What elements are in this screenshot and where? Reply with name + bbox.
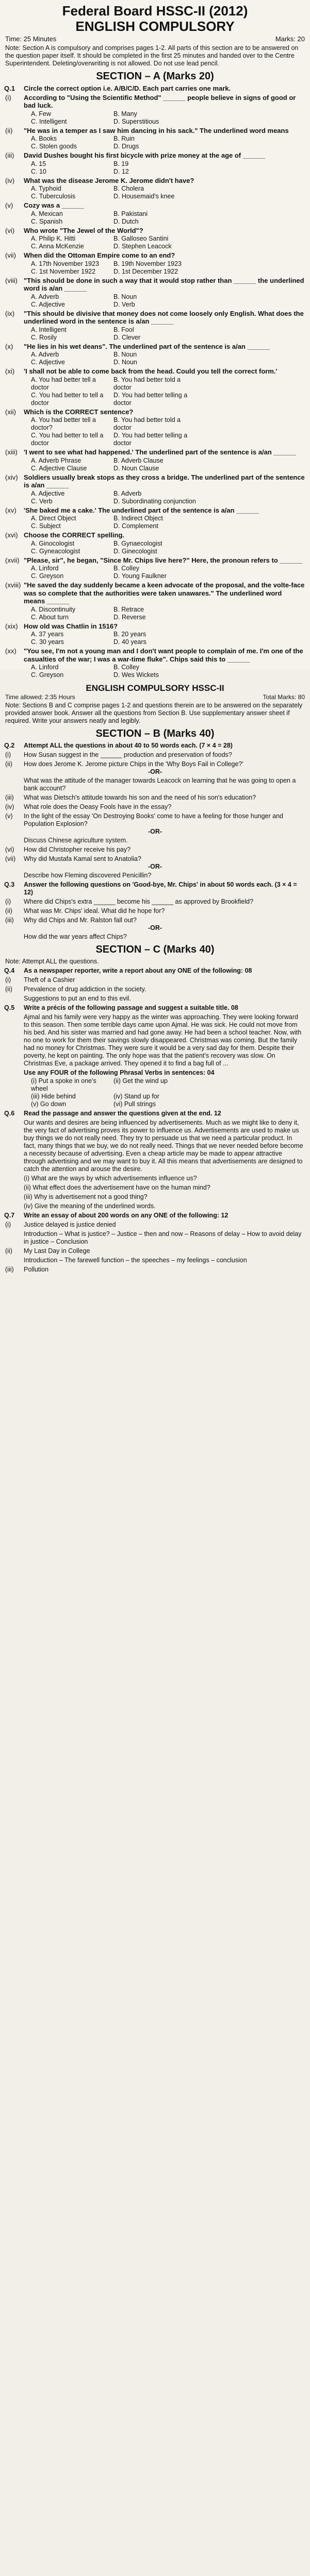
- phrasal-verb: (vi) Pull strings: [113, 1100, 156, 1108]
- option: B. 20 years: [113, 631, 146, 638]
- option: C. 10: [31, 167, 46, 175]
- q5-number: Q.5: [4, 1004, 15, 1011]
- q1-item-options: [0, 606, 310, 621]
- option: A. Direct Object: [31, 515, 76, 522]
- section-b-title: SECTION – B (Marks 40): [95, 728, 215, 739]
- q3-marks: (3 × 4 = 12): [24, 881, 297, 896]
- q3-items: [0, 898, 310, 941]
- q1-item-text: When did the Ottoman Empire come to an end?: [24, 251, 175, 259]
- q1-item-text: "This should be divisive that money does not come loosely only English. What does the underlined word in the sentence is a/an ______: [24, 309, 304, 325]
- q1-item-number: (vi): [5, 226, 15, 234]
- phrasal-marks: 04: [207, 1069, 215, 1076]
- q6-question: (ii) What effect does the advertisement have on the human mind?: [24, 1184, 210, 1191]
- section-a-title: SECTION – A (Marks 20): [96, 71, 214, 82]
- option: D. Drugs: [113, 143, 139, 150]
- q2-item: [0, 855, 310, 863]
- q1-item: [0, 227, 310, 235]
- q7-instruction: [0, 1212, 310, 1219]
- option: D. Wes Wickets: [113, 671, 159, 679]
- option: B. Cholera: [113, 185, 144, 192]
- option: A. Discontinuity: [31, 605, 76, 613]
- option: C. Greyson: [31, 572, 64, 580]
- q1-item-options: [0, 664, 310, 679]
- q1-item: [0, 251, 310, 260]
- option: A. Linford: [31, 565, 59, 572]
- q6-marks: 12: [214, 1110, 221, 1117]
- section-b-heading: ENGLISH COMPULSORY HSSC-II: [86, 683, 224, 693]
- phrasal-verb: (i) Put a spoke in one's wheel: [31, 1077, 96, 1092]
- q6-question: (iv) Give the meaning of the underlined words.: [24, 1202, 156, 1210]
- q1-item-number: (i): [5, 93, 11, 101]
- option: C. Subject: [31, 522, 61, 530]
- q7-item: [0, 1221, 310, 1229]
- option: C. Stolen goods: [31, 143, 77, 150]
- q3-item-number: (i): [5, 898, 11, 905]
- q3-text: Answer the following questions on 'Good-bye, Mr. Chips' in about 50 words each.: [24, 881, 273, 888]
- q3-number: Q.3: [4, 881, 15, 888]
- option: C. 30 years: [31, 638, 64, 646]
- q1-item: [0, 127, 310, 135]
- q7-item-number: (ii): [5, 1247, 12, 1255]
- option: B. 19: [113, 160, 129, 167]
- option: D. Housemaid's knee: [113, 193, 175, 200]
- paper-title: Federal Board HSSC-II (2012): [62, 3, 248, 19]
- q1-item-options: [0, 457, 310, 472]
- option: C. Anna McKenzie: [31, 243, 84, 250]
- q7-item-number: (i): [5, 1221, 11, 1228]
- q1-item-options: [0, 515, 310, 530]
- option: B. Gynaecologist: [113, 539, 162, 547]
- q1-item-text: How old was Chatlin in 1516?: [24, 622, 118, 630]
- q1-item-options: [0, 160, 310, 176]
- q4-item: [0, 976, 310, 984]
- option: B. Retrace: [113, 605, 144, 613]
- phrasal-verb: (iii) Hide behind: [31, 1093, 76, 1100]
- option: C. Adjective Clause: [31, 464, 87, 472]
- b-time-marks-row: [5, 693, 305, 701]
- or-separator: -OR-: [148, 924, 162, 931]
- time-label: Time: 25 Minutes: [5, 35, 57, 43]
- option: B. 19th November 1923: [113, 260, 182, 267]
- q1-item-options: [0, 376, 310, 407]
- option: C. Intelligent: [31, 117, 67, 125]
- q7-items: [0, 1221, 310, 1274]
- q3-item-text: Where did Chips's extra ______ become his ______ as approved by Brookfield?: [24, 898, 254, 905]
- phrasal-text: Use any FOUR of the following Phrasal Verbs in sentences:: [24, 1069, 206, 1076]
- option: C. You had better to tell a doctor: [31, 391, 104, 406]
- b-note: Note: Sections B and C comprise pages 1-2 and questions therein are to be answered on the separately provided answer book. Answer all the questions from Section B. Use supplementary answer sheet if required. Write your answers neatly and legibly.: [5, 702, 303, 724]
- q4-item: [0, 986, 310, 993]
- q2-item-text: Why did Mustafa Kamal sent to Anatolia?: [24, 855, 141, 862]
- q1-item-options: [0, 293, 310, 309]
- q7-number: Q.7: [4, 1212, 15, 1219]
- q1-item: [0, 506, 310, 515]
- q1-item-text: Which is the CORRECT sentence?: [24, 408, 134, 416]
- option: D. Dutch: [113, 217, 139, 225]
- q4-instruction: [0, 967, 310, 975]
- q2-item: [0, 760, 310, 768]
- q1-item-text: 'I shall not be able to come back from the head. Could you tell the correct form.': [24, 367, 278, 375]
- option: A. Adverb: [31, 351, 59, 358]
- marks-label: Marks: 20: [275, 35, 305, 43]
- q7-item-text: Justice delayed is justice denied: [24, 1221, 116, 1228]
- q2-item-text: What was the attitude of the manager towards Leacock on learning that he was going to open a bank account?: [24, 777, 296, 792]
- q1-item-options: [0, 565, 310, 580]
- q3-item: [0, 898, 310, 906]
- q1-item-number: (iii): [5, 151, 14, 159]
- q1-item-number: (xvi): [5, 531, 18, 539]
- q2-item: [0, 812, 310, 828]
- option: C. Adjective: [31, 300, 66, 308]
- q1-item-text: Soldiers usually break stops as they cross a bridge. The underlined part of the sentence is a/an ______: [24, 473, 305, 489]
- q1-item: [0, 448, 310, 456]
- q6-number: Q.6: [4, 1110, 15, 1117]
- phrasal-verb: (ii) Get the wind up: [113, 1077, 168, 1084]
- q4-item-number: (i): [5, 976, 11, 984]
- option: D. Complement: [113, 522, 158, 530]
- q7-item: [0, 1257, 310, 1264]
- q1-instruction: [0, 84, 310, 93]
- option: C. Adjective: [31, 359, 66, 366]
- q4-marks: 08: [244, 967, 252, 974]
- q1-item: [0, 647, 310, 663]
- c-note: Note: Attempt ALL the questions.: [5, 958, 99, 965]
- q6-questions: [0, 1175, 310, 1210]
- q1-item-text: What was the disease Jerome K. Jerome didn't have?: [24, 176, 194, 184]
- option: B. Adverb Clause: [113, 456, 164, 464]
- option: C. Gyneacologist: [31, 547, 80, 555]
- paper-subject: ENGLISH COMPULSORY: [75, 19, 235, 34]
- q1-items: [0, 94, 310, 680]
- q2-items: [0, 751, 310, 879]
- option: B. Ruin: [113, 135, 135, 142]
- q1-item-number: (vii): [5, 251, 16, 259]
- q3-item-number: (ii): [5, 907, 12, 914]
- q2-item-number: (iii): [5, 794, 14, 801]
- q1-item-number: (xi): [5, 367, 15, 375]
- q3-item-text: Why did Chips and Mr. Ralston fall out?: [24, 917, 137, 924]
- q1-item-options: [0, 135, 310, 150]
- q1-item-options: [0, 210, 310, 226]
- q1-item-number: (xiv): [5, 473, 18, 481]
- q1-item-options: [0, 110, 310, 126]
- b-time: Time allowed: 2:35 Hours: [5, 693, 75, 701]
- q7-text: Write an essay of about 200 words on any ONE of the following:: [24, 1212, 219, 1219]
- q6-text: Read the passage and answer the questions given at the end.: [24, 1110, 213, 1117]
- q4-item: [0, 995, 310, 1003]
- q1-item: [0, 367, 310, 376]
- q1-item-options: [0, 540, 310, 555]
- q2-item-text: Describe how Fleming discovered Penicillin?: [24, 872, 152, 879]
- option: C. Greyson: [31, 671, 64, 679]
- q1-item: [0, 343, 310, 351]
- q1-item-options: [0, 416, 310, 447]
- q3-item-number: (iii): [5, 917, 14, 924]
- q3-item: [0, 917, 310, 924]
- q2-text: Attempt ALL the questions in about 40 to 50 words each.: [24, 742, 198, 749]
- q1-item-number: (iv): [5, 176, 15, 184]
- q3-item: [0, 933, 310, 941]
- option: A. Books: [31, 135, 57, 142]
- option: A. Adjective: [31, 489, 65, 497]
- option: C. You had better to tell a doctor: [31, 432, 104, 447]
- q4-item-number: (ii): [5, 986, 12, 993]
- option: D. You had better telling a doctor: [113, 391, 188, 406]
- option: B. Colley: [113, 565, 140, 572]
- option: B. Fool: [113, 326, 134, 333]
- time-marks-row: [5, 35, 305, 43]
- option: D. 12: [113, 167, 129, 175]
- option: C. Tuberculosis: [31, 193, 76, 200]
- q1-item-text: "He was in a temper as I saw him dancing in his sack." The underlined word means: [24, 126, 289, 134]
- q7-item: [0, 1247, 310, 1255]
- q2-item-number: (vi): [5, 846, 14, 853]
- q7-item-text: Introduction – What is justice? – Justice – then and now – Reasons of delay – How to avoid delay in justice – Conclusion: [24, 1230, 302, 1245]
- q2-item-text: What role does the Oeasy Fools have in the essay?: [24, 803, 172, 810]
- option: C. Rosily: [31, 333, 57, 341]
- option: A. You had better tell a doctor: [31, 376, 96, 391]
- q2-item-text: What was Dietsch's attitude towards his son and the need of his son's education?: [24, 794, 256, 801]
- q1-item-number: (v): [5, 201, 13, 209]
- q2-item-text: How Susan suggest in the ______ production and preservation of foods?: [24, 751, 232, 758]
- q3-item: [0, 907, 310, 915]
- option: C. Spanish: [31, 217, 63, 225]
- note-text: Note: Section A is compulsory and comprises pages 1-2. All parts of this section are to be answered on the question paper itself. It should be completed in the first 25 minutes and handed over to the Centre Superintendent. Deleting/overwriting is not allowed. Do not use lead pencil.: [5, 44, 299, 67]
- b-marks: Total Marks: 80: [263, 693, 305, 701]
- q5-passage: Ajmal and his family were very happy as the winter was approaching. They were looking forward to this season. Then some terrible days came upon Ajmal. He was sick. He could not move from his bed. And his sister was married and had gone away. He had been a school teacher. Now, with no one to work for them their savings slowly disappeared. Christmas was coming. But the family had no money for Christmas. They were sure it would be a very sad day for them. Despite their poverty, he kept on painting. The only hope was that the patient's recovery was slow. On Christmas Eve, a package arrived. They opened it to find a bag full of ...: [24, 1013, 302, 1067]
- exam-paper: [0, 0, 310, 1273]
- q1-item-options: [0, 490, 310, 505]
- q1-item-number: (xix): [5, 622, 18, 630]
- q7-item-number: (iii): [5, 1266, 14, 1273]
- option: A. Linford: [31, 664, 59, 671]
- option: A. Mexican: [31, 210, 63, 217]
- q1-item-options: [0, 326, 310, 342]
- q2-marks: (7 × 4 = 28): [199, 742, 233, 749]
- q1-item: [0, 310, 310, 326]
- option: D. Clever: [113, 333, 141, 341]
- q1-item-number: (xx): [5, 647, 17, 655]
- option: A. Intelligent: [31, 326, 67, 333]
- q7-marks: 12: [221, 1212, 229, 1219]
- q1-item-options: [0, 235, 310, 250]
- q3-instruction: [0, 881, 310, 896]
- q1-item-number: (x): [5, 342, 13, 350]
- q2-instruction: [0, 742, 310, 750]
- q2-item: [0, 846, 310, 854]
- q2-item-number: (ii): [5, 760, 12, 768]
- q5-marks: 08: [231, 1004, 238, 1011]
- q4-number: Q.4: [4, 967, 15, 974]
- q5-instruction: [0, 1004, 310, 1012]
- q1-text: Circle the correct option i.e. A/B/C/D. Each part carries one mark.: [24, 84, 231, 92]
- q1-item-text: 'She baked me a cake.' The underlined part of the sentence is a/an ______: [24, 506, 259, 514]
- q1-item-number: (ix): [5, 309, 15, 317]
- option: D. Subordinating conjunction: [113, 497, 196, 505]
- q2-item-text: In the light of the essay 'On Destroying Books' come to have a feeling for those hunger and Population Explosion?: [24, 812, 283, 827]
- option: B. You had better told a doctor: [113, 376, 181, 391]
- q4-item-text: Prevalence of drug addiction in the society.: [24, 986, 146, 993]
- option: B. Noun: [113, 293, 137, 300]
- q2-item-text: How did Christopher receive his pay?: [24, 846, 131, 853]
- q1-item-number: (viii): [5, 276, 18, 284]
- q1-item: [0, 473, 310, 489]
- option: B. Colley: [113, 664, 140, 671]
- option: D. 1st December 1922: [113, 267, 178, 275]
- q7-item-text: Introduction – The farewell function – the speeches – my feelings – conclusion: [24, 1257, 247, 1264]
- q4-text: As a newspaper reporter, write a report about any ONE of the following:: [24, 967, 243, 974]
- q1-item-options: [0, 185, 310, 200]
- q7-item: [0, 1230, 310, 1246]
- q1-item-text: 'I went to see what had happened.' The underlined part of the sentence is a/an ______: [24, 448, 296, 456]
- q7-item-text: Pollution: [24, 1266, 48, 1273]
- q1-item: [0, 556, 310, 565]
- q1-item-text: According to "Using the Scientific Method" ______ people believe in signs of good or bad luck.: [24, 93, 296, 109]
- q2-item-number: (i): [5, 751, 11, 758]
- q1-item-text: "This should be done in such a way that it would stop rather than ______ the underlined word is a/an ______: [24, 276, 304, 292]
- option: A. Philip K. Hitti: [31, 235, 76, 242]
- q2-item: [0, 751, 310, 759]
- option: B. Indirect Object: [113, 515, 163, 522]
- q1-item-number: (xviii): [5, 581, 21, 589]
- option: D. You had better telling a doctor: [113, 432, 188, 447]
- option: D. Verb: [113, 300, 135, 308]
- q1-item-number: (xiii): [5, 448, 18, 456]
- q1-item: [0, 531, 310, 539]
- q2-item-text: How does Jerome K. Jerome picture Chips in the 'Why Boys Fail in College?': [24, 760, 243, 768]
- q1-item-options: [0, 631, 310, 646]
- option: A. 15: [31, 160, 46, 167]
- q1-item-text: "He lies in his wet deans". The underlined part of the sentence is a/an ______: [24, 342, 270, 350]
- option: B. Many: [113, 110, 137, 117]
- q2-number: Q.2: [4, 742, 15, 749]
- paper-header: [0, 3, 310, 34]
- q1-item: [0, 94, 310, 110]
- q4-items: [0, 976, 310, 1003]
- option: D. Reverse: [113, 613, 146, 621]
- q1-item: [0, 581, 310, 605]
- option: D. Noun: [113, 359, 137, 366]
- option: B. You had better told a doctor: [113, 416, 181, 431]
- q1-number: Q.1: [4, 84, 15, 92]
- q1-item-text: "You see, I'm not a young man and I don't want people to complain of me. I'm one of the casualties of the war; I was a war-time fluke". Chips said this to ______: [24, 647, 303, 663]
- option: C. 1st November 1922: [31, 267, 96, 275]
- section-c-title: SECTION – C (Marks 40): [95, 944, 215, 955]
- q4-item-text: Suggestions to put an end to this evil.: [24, 995, 131, 1002]
- q1-item-text: "He saved the day suddenly became a keen advocate of the proposal, and the volte-face was so complete that the authorities were taken unawares." The underlined word means ______: [24, 581, 305, 605]
- q4-item-text: Theft of a Cashier: [24, 976, 75, 984]
- q1-item-text: "Please, sir", he began, "Since Mr. Chips live here?" Here, the pronoun refers to ______: [24, 556, 302, 564]
- q3-item-text: How did the war years affect Chips?: [24, 933, 127, 940]
- phrasal-verb: (iv) Stand up for: [113, 1093, 159, 1100]
- q2-item-number: (vii): [5, 855, 16, 862]
- q7-item-text: My Last Day in College: [24, 1247, 90, 1255]
- q1-item: [0, 408, 310, 416]
- option: B. Adverb: [113, 489, 142, 497]
- q2-item: [0, 872, 310, 879]
- option: D. 40 years: [113, 638, 146, 646]
- q1-item-number: (xii): [5, 408, 16, 416]
- q7-item: [0, 1266, 310, 1274]
- q5-text: Write a précis of the following passage and suggest a suitable title.: [24, 1004, 230, 1011]
- phrasal-list: [0, 1077, 310, 1108]
- option: A. Few: [31, 110, 51, 117]
- option: A. 37 years: [31, 631, 64, 638]
- q2-item: [0, 794, 310, 802]
- q1-item: [0, 277, 310, 293]
- q1-item: [0, 177, 310, 185]
- q6-instruction: [0, 1110, 310, 1117]
- q1-item-number: (xvii): [5, 556, 20, 564]
- q2-item: [0, 837, 310, 844]
- q1-item-text: Cozy was a ______: [24, 201, 85, 209]
- q2-item-number: (iv): [5, 803, 14, 810]
- option: D. Stephen Leacock: [113, 243, 172, 250]
- option: D. Young Faulkner: [113, 572, 167, 580]
- q1-item-text: Who wrote "The Jewel of the World"?: [24, 226, 143, 234]
- q6-question: (i) What are the ways by which advertisements influence us?: [24, 1175, 197, 1182]
- or-separator: -OR-: [148, 828, 162, 835]
- q6-question: (iii) Why is advertisement not a good thing?: [24, 1193, 148, 1200]
- q1-item-number: (ii): [5, 126, 13, 134]
- or-separator: -OR-: [148, 768, 162, 775]
- option: A. Adverb: [31, 293, 59, 300]
- q1-item-options: [0, 351, 310, 366]
- q2-item: [0, 777, 310, 792]
- q1-item-options: [0, 260, 310, 276]
- option: C. Verb: [31, 497, 53, 505]
- option: C. About turn: [31, 613, 69, 621]
- option: D. Noun Clause: [113, 464, 159, 472]
- option: A. You had better tell a doctor?: [31, 416, 96, 431]
- q1-item: [0, 151, 310, 160]
- phrasal-verb: (v) Go down: [31, 1100, 67, 1108]
- q1-item-number: (xv): [5, 506, 17, 514]
- option: A. Ginocologist: [31, 539, 75, 547]
- q3-item-text: What was Mr. Chips' ideal. What did he hope for?: [24, 907, 165, 914]
- option: D. Ginecologist: [113, 547, 157, 555]
- q1-item: [0, 201, 310, 210]
- q1-item-text: David Dushes bought his first bicycle with prize money at the age of ______: [24, 151, 266, 159]
- option: A. Typhoid: [31, 185, 61, 192]
- option: B. Pakistani: [113, 210, 148, 217]
- option: B. Noun: [113, 351, 137, 358]
- option: D. Superstitious: [113, 117, 159, 125]
- phrasal-instruction: [0, 1069, 310, 1077]
- or-separator: -OR-: [148, 863, 162, 870]
- option: A. 17th November 1923: [31, 260, 100, 267]
- q1-item-text: Choose the CORRECT spelling.: [24, 531, 125, 539]
- q2-item-text: Discuss Chinese agriculture system.: [24, 837, 128, 844]
- q2-item-number: (v): [5, 812, 13, 820]
- q2-item: [0, 803, 310, 811]
- option: A. Adverb Phrase: [31, 456, 81, 464]
- q1-item: [0, 622, 310, 631]
- q6-passage: Our wants and desires are being influenced by advertisements. Much as we might like to deny it, the very fact of advertising proves its power to influence us. Advertisements are used to make us buy things we do not really need. They try to persuade us that we need a particular product. In fact, many things that we buy, we do not really need. Things that we never needed before become a necessity because of advertising. Even a cheap article may be made to appear attractive through advertising and we may want to buy it. All this means that advertisements are designed to catch the attention and arouse the desire.: [24, 1119, 303, 1173]
- option: B. Galloseo Santini: [113, 235, 169, 242]
